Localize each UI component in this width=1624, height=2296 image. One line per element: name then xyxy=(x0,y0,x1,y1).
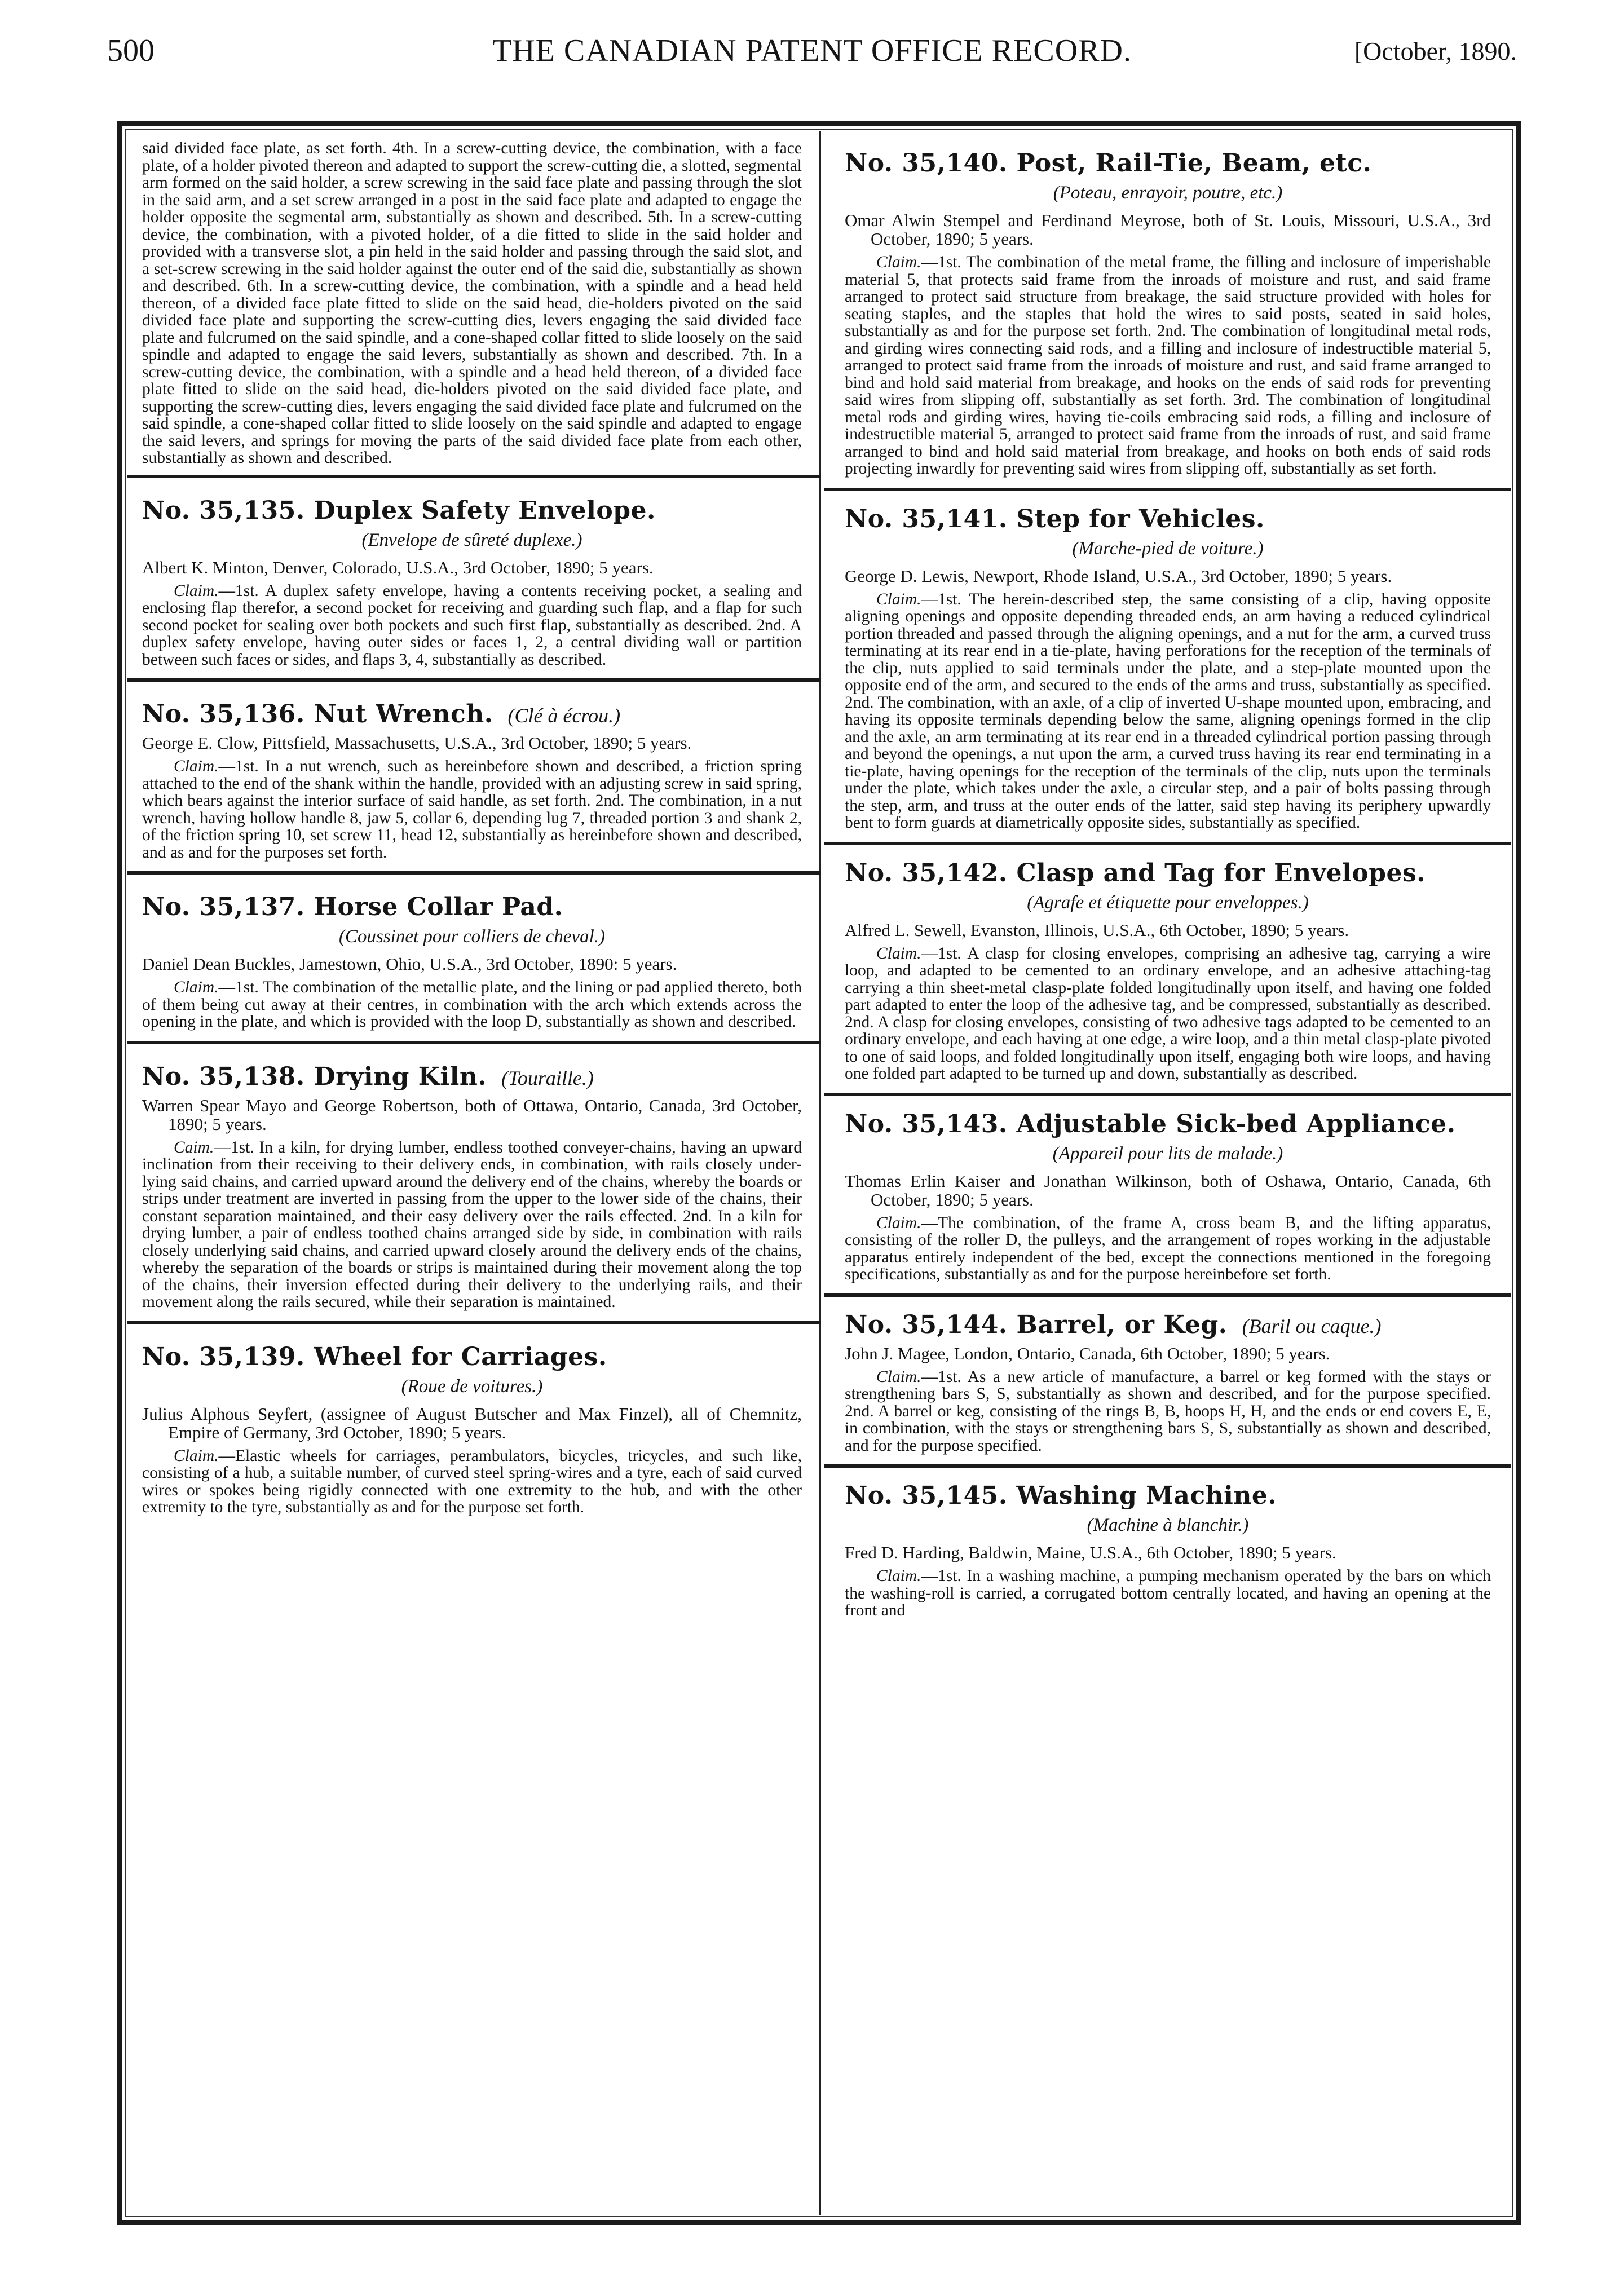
patent-claim xyxy=(845,254,1491,478)
patent-title: Clasp and Tag for Envelopes. xyxy=(1016,858,1426,888)
patent-heading xyxy=(845,1310,1491,1341)
patent-inventor: Omar Alwin Stempel and Ferdinand Meyrose, both of St. Louis, Missouri, U.S.A., 3rd October, 1890; 5 years. xyxy=(845,210,1491,249)
claim-text: —1st. As a new article of manufacture, a barrel or keg formed with the stays or strengthening bars S, S, substantially as shown and described, and for the purpose specified. 2nd. A barrel or keg, consisting of the rings B, B, hoops H, H, and the ends or end covers E, E, in combination, with the stays or strengthening bars S, S, substantially as shown and described, and for the purpose specified. xyxy=(845,1367,1491,1455)
patent-title: Horse Collar Pad. xyxy=(314,893,563,921)
patent-title: Washing Machine. xyxy=(1016,1481,1277,1510)
patent-title: Barrel, or Keg. xyxy=(1016,1310,1228,1339)
patent-heading xyxy=(142,496,802,526)
patent-title: Duplex Safety Envelope. xyxy=(314,496,656,525)
claim-text: —1st. The herein-described step, the same consisting of a clip, having opposite aligning openings and opposite depending threaded ends, an arm having a reduced cylindrical portion threaded and passed through the aligning openings, and a nut for the arm, a curved truss terminating at its rear end in a tie-plate, having perforations for the reception of the terminals of the clip, nuts applied to said terminals under the plate, and a step-plate mounted upon the opposite end of the arm, and secured to the ends of the arms and truss, substantially as specified. 2nd. The combination, with an axle, of a clip of inverted U-shape mounted upon, embracing, and having its opposite terminals depending below the same, aligning openings formed in the clip and the axle, an arm terminating at its rear end in a threaded cylindrical portion passing through and beyond the openings, a nut upon the arm, a curved truss having its rear end terminating in a tie-plate, having openings for the reception of the terminals of the clip, nuts upon the terminals under the plate, which takes under the axle, a circular step, and a pair of bolts passing through the step, arm, and truss at the outer ends of the latter, said step having its periphery upwardly bent to form guards at diametrically opposite sides, substantially as specified. xyxy=(845,590,1491,832)
claim-label: Claim. xyxy=(876,944,921,962)
patent-inventor: Fred D. Harding, Baldwin, Maine, U.S.A., 6th October, 1890; 5 years. xyxy=(845,1543,1336,1562)
patent-title: Drying Kiln. xyxy=(314,1062,487,1091)
patent-claim xyxy=(142,1139,802,1311)
claim-label: Caim. xyxy=(174,1138,214,1156)
right-entries-list xyxy=(845,135,1491,1630)
patent-inventor: Daniel Dean Buckles, Jamestown, Ohio, U.S.A., 3rd October, 1890: 5 years. xyxy=(142,954,677,974)
patent-inventor: George D. Lewis, Newport, Rhode Island, U.S.A., 3rd October, 1890; 5 years. xyxy=(845,566,1392,586)
patent-claim xyxy=(142,979,802,1031)
patent-subtitle: (Marche-pied de voiture.) xyxy=(1072,538,1264,559)
patent-entry xyxy=(127,478,802,679)
patent-heading xyxy=(845,1110,1491,1139)
patent-claim xyxy=(142,582,802,669)
claim-label: Claim. xyxy=(876,253,921,271)
patent-number: No. 35,143. xyxy=(845,1109,1008,1138)
claim-text: —1st. A clasp for closing envelopes, comprising an adhesive tag, carrying a wire loop, and adapted to be cemented to an ordinary envelope, and an adhesive attaching-tag carrying a thin sheet-metal clasp-plate folded longitudinally upon itself, and having one folded part adapted to enter the loop of the adhesive tag, and be compressed, substantially as described. 2nd. A clasp for closing envelopes, consisting of two adhesive tags adapted to be cemented to an ordinary envelope, and each having at one edge, a wire loop, and a thin metal clasp-plate pivoted to one of said loops, and folded longitudinally upon itself, engaging both wire loops, and having one folded part adapted to be turned up and down, substantially as described. xyxy=(845,944,1491,1083)
patent-entry xyxy=(845,1468,1491,1630)
patent-subtitle: (Roue de voitures.) xyxy=(401,1376,543,1397)
patent-title: Adjustable Sick-bed Appliance. xyxy=(1016,1109,1456,1138)
patent-heading xyxy=(845,1481,1491,1511)
left-entries-list xyxy=(127,475,802,1526)
claim-text: —The combination, of the frame A, cross beam B, and the lifting apparatus, consisting of the roller D, the pulleys, and the arrangement of ropes working in the adjustable apparatus entirely independent of the bed, except the connections mentioned in the foregoing specifications, substantially as and for the purpose hereinbefore set forth. xyxy=(845,1213,1491,1283)
patent-claim xyxy=(845,945,1491,1083)
patent-heading xyxy=(845,505,1491,534)
claim-label: Claim. xyxy=(174,757,219,775)
patent-heading xyxy=(142,1343,802,1372)
claim-text: —1st. A duplex safety envelope, having a contents receiving pocket, a sealing and enclosing flap therefor, a second pocket for receiving and guarding such flap, and a flap for such second pocket for sealing over both pockets and such first flap, substantially as described. 2nd. A duplex safety envelope, having outer sides or faces 1, 2, a central dividing wall or partition between such faces or sides, and flaps 3, 4, substantially as described. xyxy=(142,581,802,669)
patent-inventor: Thomas Erlin Kaiser and Jonathan Wilkinson, both of Oshawa, Ontario, Canada, 6th October, 1890; 5 years. xyxy=(845,1171,1491,1209)
patent-number: No. 35,137. xyxy=(142,893,305,921)
patent-subtitle: (Poteau, enrayoir, poutre, etc.) xyxy=(1053,183,1283,203)
patent-heading xyxy=(845,859,1491,888)
patent-number: No. 35,139. xyxy=(142,1342,305,1371)
patent-claim xyxy=(845,1215,1491,1283)
page-number: 500 xyxy=(107,33,155,68)
patent-claim xyxy=(142,1447,802,1516)
patent-subtitle: (Machine à blanchir.) xyxy=(1087,1515,1249,1535)
patent-entry xyxy=(845,135,1491,488)
patent-french-title: (Clé à écrou.) xyxy=(508,704,621,727)
patent-title: Step for Vehicles. xyxy=(1016,504,1265,533)
claim-label: Claim. xyxy=(876,590,921,608)
right-column xyxy=(824,135,1511,2210)
patent-number: No. 35,145. xyxy=(845,1481,1008,1510)
claim-text: —1st. The combination of the metal frame, the filling and inclosure of imperishable material 5, that protects said frame from the inroads of moisture and rust, and said frame arranged to protect said structure from breakage, the said structure provided with holes for seating staples, and the staples that hold the wires to said posts, seated in said holes, substantially as and for the purpose set forth. 2nd. The combination of longitudinal metal rods, and girding wires connecting said rods, and a filling and inclosure of indestructible material 5, arranged to protect said frame from the inroads of moisture and rust, and said frame arranged to bind and hold said material from breakage, and hooks on the ends of said rods for preventing said wires from slipping off, substantially as set forth. 3rd. The combination of longitudinal metal rods and girding wires, having tie-coils embracing said rods, a filling and inclosure of indestructible material 5, arranged to protect said frame from the inroads of rust, and said frame arranged to bind and hold said material from breakage, and hooks on both ends of said rods projecting inwardly for preventing said wires from slipping off, substantially as set forth. xyxy=(845,253,1491,478)
continued-claim xyxy=(127,135,802,475)
claim-label: Claim. xyxy=(174,978,219,996)
claim-label: Claim. xyxy=(174,1446,219,1465)
patent-title: Nut Wrench. xyxy=(314,700,493,728)
claim-label: Claim. xyxy=(876,1213,921,1232)
patent-inventor: Albert K. Minton, Denver, Colorado, U.S.A., 3rd October, 1890; 5 years. xyxy=(142,557,654,577)
claim-text: —1st. The combination of the metallic plate, and the lining or pad applied thereto, both of them being cut away at their centres, in combination with the arch which extends across the opening in the plate, and which is provided with the loop D, substantially as shown and described. xyxy=(142,978,802,1031)
claim-text: —1st. In a washing machine, a pumping mechanism operated by the bars on which the washing-roll is carried, a corrugated bottom centrally located, and having an opening at the front and xyxy=(845,1567,1491,1619)
patent-heading xyxy=(142,700,802,730)
patent-heading xyxy=(142,1062,802,1093)
patent-subtitle: (Agrafe et étiquette pour enveloppes.) xyxy=(1027,892,1309,913)
patent-number: No. 35,144. xyxy=(845,1310,1008,1339)
patent-claim xyxy=(845,1368,1491,1455)
patent-title: Post, Rail-Tie, Beam, etc. xyxy=(1016,149,1372,178)
left-column xyxy=(127,135,821,2210)
claim-text: —1st. In a kiln, for drying lumber, endless toothed conveyer-chains, having an upward inclination from their receiving to their delivery ends, in combination, with rails closely under-lying said chains, and carried upward around the delivery end of the chains, whereby the boards or strips under treatment are inverted in passing from the upper to the lower side of the chains, their constant separation maintained, and their easy delivery over the rails effected. 2nd. In a kiln for drying lumber, a pair of endless toothed chains arranged side by side, in combination with rails closely underlying said chains, and carried upward closely around the delivery ends of the chains, whereby the separation of the boards or strips is maintained during their movement along the top of the chains, their inversion effected during their delivery to the underlying rails, and their movement along the rails secured, while their separation is maintained. xyxy=(142,1138,802,1311)
patent-number: No. 35,140. xyxy=(845,149,1008,178)
patent-french-title: (Touraille.) xyxy=(501,1066,594,1089)
patent-subtitle: (Appareil pour lits de malade.) xyxy=(1052,1143,1283,1164)
patent-inventor: Julius Alphous Seyfert, (assignee of August Butscher and Max Finzel), all of Chemnitz, Empire of Germany, 3rd October, 1890; 5 years. xyxy=(142,1403,802,1442)
patent-subtitle: (Coussinet pour colliers de cheval.) xyxy=(339,926,605,947)
patent-inventor: John J. Magee, London, Ontario, Canada, 6th October, 1890; 5 years. xyxy=(845,1343,1330,1363)
patent-number: No. 35,135. xyxy=(142,496,305,525)
claim-text: —Elastic wheels for carriages, perambulators, bicycles, tricycles, and such like, consisting of a hub, a suitable number, of curved steel spring-wires and a tyre, each of said curved wires or spokes being rigidly connected with one extremity to the hub, and with the other extremity to the tyre, substantially as and for the purpose set forth. xyxy=(142,1446,802,1516)
patent-heading xyxy=(142,893,802,922)
patent-inventor: George E. Clow, Pittsfield, Massachusetts, U.S.A., 3rd October, 1890; 5 years. xyxy=(142,733,692,753)
patent-entry xyxy=(845,1297,1491,1465)
patent-entry xyxy=(127,682,802,871)
claim-label: Claim. xyxy=(876,1567,921,1585)
patent-entry xyxy=(845,1096,1491,1293)
patent-number: No. 35,136. xyxy=(142,700,305,728)
continued-claim-text: said divided face plate, as set forth. 4th. In a screw-cutting device, the combination, with a face plate, of a holder pivoted thereon and adapted to support the screw-cutting die, a slotted, segmental arm formed on the said holder, a screw screwing in the said face plate and passing through the slot in the said arm, and a set screw arranged in a post in the said face plate and adapted to engage the holder opposite the segmental arm, substantially as shown and described. 5th. In a screw-cutting device, the combination, with a pivoted holder, of a die fitted to slide in the said holder and provided with a transverse slot, a pin held in the said holder and passing through the said slot, and a set-screw screwing in the said holder against the outer end of the said die, substantially as shown and described. 6th. In a screw-cutting device, the combination, with a spindle and a head held thereon, of a divided face plate fitted to slide on the said head, die-holders pivoted on the said divided face plate and supporting the screw-cutting dies, levers engaging the said divided face plate and fulcrumed on the said spindle, and a cone-shaped collar fitted to slide loosely on the said spindle and adapted to engage the said levers, substantially as shown and described. 7th. In a screw-cutting device, the combination, with a spindle and a head held thereon, of a divided face plate fitted to slide on the said head, die-holders pivoted on the said divided face plate, and supporting the screw-cutting dies, levers engaging the said divided face plate and fulcrumed on the said spindle, a cone-shaped collar fitted to slide loosely on the said spindle and adapted to engage the said levers, and springs for moving the parts of the said divided face plate from each other, substantially as shown and described. xyxy=(142,139,802,467)
patent-title: Wheel for Carriages. xyxy=(314,1342,607,1371)
patent-entry xyxy=(845,845,1491,1093)
patent-claim xyxy=(845,591,1491,832)
journal-title: THE CANADIAN PATENT OFFICE RECORD. xyxy=(492,33,1132,68)
patent-claim xyxy=(845,1568,1491,1619)
patent-number: No. 35,141. xyxy=(845,504,1008,533)
patent-inventor: Warren Spear Mayo and George Robertson, both of Ottawa, Ontario, Canada, 3rd October, 1890; 5 years. xyxy=(142,1095,802,1134)
patent-entry xyxy=(127,875,802,1041)
patent-entry xyxy=(127,1324,802,1526)
claim-label: Claim. xyxy=(876,1367,921,1386)
patent-heading xyxy=(845,149,1491,178)
patent-french-title: (Baril ou caque.) xyxy=(1242,1314,1382,1337)
claim-text: —1st. In a nut wrench, such as hereinbefore shown and described, a friction spring attached to the end of the shank within the handle, provided with an adjusting screw in said spring, which bears against the interior surface of said handle, as set forth. 2nd. The combination, in a nut wrench, having hollow handle 8, jaw 5, collar 6, depending lug 7, threaded portion 3 and shank 2, of the friction spring 10, set screw 11, head 12, substantially as hereinbefore shown and described, and as and for the purposes set forth. xyxy=(142,757,802,862)
patent-entry xyxy=(845,491,1491,842)
patent-number: No. 35,138. xyxy=(142,1062,305,1091)
patent-claim xyxy=(142,758,802,861)
claim-label: Claim. xyxy=(174,581,219,600)
page-header xyxy=(107,33,1517,78)
patent-inventor: Alfred L. Sewell, Evanston, Illinois, U.S.A., 6th October, 1890; 5 years. xyxy=(845,920,1349,940)
patent-entry xyxy=(127,1044,802,1321)
patent-subtitle: (Envelope de sûreté duplexe.) xyxy=(361,529,582,550)
patent-number: No. 35,142. xyxy=(845,858,1008,888)
issue-date: [October, 1890. xyxy=(1354,37,1517,65)
